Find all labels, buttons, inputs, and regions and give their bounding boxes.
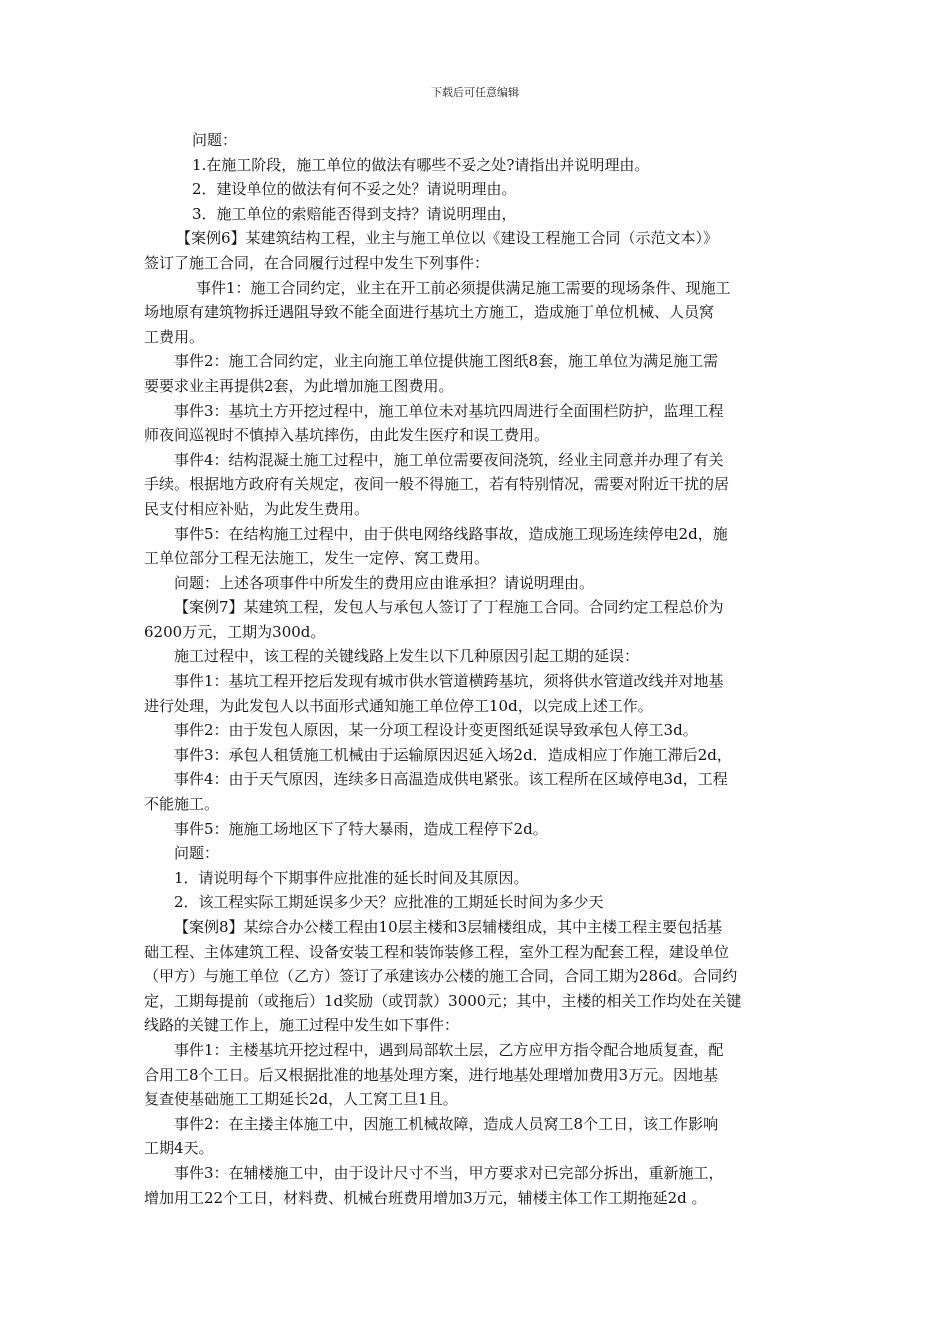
- text-line: 施工过程中，该工程的关键线路上发生以下几种原因引起工期的延误：: [174, 647, 640, 666]
- text-line: 事件4：由于天气原因，连续多日高温造成供电紧张。该工程所在区域停电3d，工程: [174, 770, 728, 789]
- text-line: 事件1：主楼基坑开挖过程中，遇到局部软土层，乙方应甲方指令配合地质复查，配: [174, 1040, 724, 1059]
- text-line: 要要求业主再提供2套，为此增加施工图费用。: [144, 376, 454, 395]
- text-line: 事件3：基坑土方开挖过程中，施工单位未对基坑四周进行全面围栏防护，监理工程: [174, 401, 724, 420]
- text-line: 问题：上述各项事件中所发生的费用应由谁承担？请说明理由。: [174, 573, 595, 592]
- text-line: 工单位部分工程无法施工，发生一定停、窝工费用。: [144, 549, 490, 568]
- text-line: 1.在施工阶段，施工单位的做法有哪些不妥之处?请指出并说明理由。: [192, 155, 650, 174]
- text-line: 合用工8个工日。后又根据批准的地基处理方案，进行地基处理增加费用3万元。因地基: [144, 1065, 719, 1084]
- text-line: 【案例7】某建筑工程，发包人与承包人签订了丁程施工合同。合同约定工程总价为: [174, 598, 724, 617]
- text-line: 进行处理，为此发包人以书面形式通知施工单位停工10d，以完成上述工作。: [144, 696, 653, 715]
- text-line: 事件5：施施工场地区下了特大暴雨，造成工程停下2d。: [174, 819, 548, 838]
- page-header: 下载后可任意编辑: [431, 86, 519, 99]
- text-line: 工期4天。: [144, 1139, 214, 1158]
- text-line: 增加用工22个工日，材料费、机械台班费用增加3万元，辅楼主体工作工期拖延2d 。: [144, 1188, 707, 1207]
- text-line: 复查使基础施工工期延长2d，人工窝工旦1且。: [144, 1090, 458, 1109]
- text-line: 签订了施工合同，在合同履行过程中发生下列事件：: [144, 253, 490, 272]
- text-line: 1．请说明每个下期事件应批准的延长时间及其原因。: [174, 868, 529, 887]
- text-line: 事件2：由于发包人原因，某一分项工程设计变更图纸延误导致承包人停工3d。: [174, 721, 698, 740]
- text-line: 事件3：在辅楼施工中，由于设计尺寸不当，甲方要求对已完部分拆出，重新施工，: [174, 1163, 724, 1182]
- text-line: 6200万元，工期为300d。: [144, 622, 326, 641]
- text-line: 手续。根据地方政府有关规定，夜间一般不得施工，若有特别情况，需要对附近干扰的居: [144, 475, 730, 494]
- text-line: 3．施工单位的索赔能否得到支持？请说明理由，: [192, 204, 517, 223]
- text-line: 事件2：在主搂主体施工中，因施工机械故障，造成人员窝工8个工日，该工作影响: [174, 1114, 719, 1133]
- text-line: 事件5：在结构施工过程中，由于供电网络线路事故，造成施工现场连续停电2d，施: [174, 524, 728, 543]
- text-line: 事件4：结构混凝土施工过程中，施工单位需要夜间浇筑，经业主同意并办理了有关: [174, 450, 724, 469]
- text-line: 2．建设单位的做法有何不妥之处？请说明理由。: [192, 180, 517, 199]
- text-line: 2．该工程实际工期延误多少天？应批准的工期延长时间为多少天: [174, 893, 604, 912]
- text-line: （甲方）与施工单位（乙方）签订了承建该办公楼的施工合同，合同工期为286d。合同约: [144, 967, 738, 986]
- text-line: 事件3：承包人租赁施工机械由于运输原因迟延入场2d．造成相应丁作施工滞后2d，: [174, 745, 732, 764]
- text-line: 师夜间巡视时不慎掉入基坑摔伤，由此发生医疗和误工费用。: [144, 426, 550, 445]
- text-line: 场地原有建筑物拆迁遇阻导致不能全面进行基坑土方施工，造成施丁单位机械、人员窝: [144, 303, 715, 322]
- text-line: 问题：: [192, 131, 238, 149]
- text-line: 础工程、主体建筑工程、设备安装工程和装饰装修工程，室外工程为配套工程，建设单位: [144, 942, 730, 961]
- text-line: 不能施工。: [144, 795, 220, 814]
- text-line: 事件2：施工合同约定，业主向施工单位提供施工图纸8套，施工单位为满足施工需: [174, 352, 719, 371]
- text-line: 民支付相应补贴，为此发生费用。: [144, 499, 370, 518]
- text-line: 事件1：施工合同约定，业主在开工前必须提供满足施工需要的现场条件、现施工: [196, 278, 731, 297]
- text-line: 【案例6】某建筑结构工程，业主与施工单位以《建设工程施工合同（示范文本）》: [176, 229, 719, 248]
- text-line: 【案例8】某综合办公楼工程由10层主楼和3层辅楼组成，其中主楼工程主要包括基: [174, 918, 723, 936]
- text-line: 工费用。: [144, 327, 205, 346]
- document-body: [144, 128, 808, 1210]
- text-line: 问题：: [174, 844, 220, 863]
- text-line: 线路的关键工作上，施工过程中发生如下事件：: [144, 1016, 460, 1035]
- text-line: 事件1：基坑工程开挖后发现有城市供水管道横跨基坑，须将供水管道改线并对地基: [174, 672, 724, 691]
- text-line: 定，工期每提前（或拖后）1d奖励（或罚款）3000元；其中，主楼的相关工作均处在关键: [144, 991, 742, 1010]
